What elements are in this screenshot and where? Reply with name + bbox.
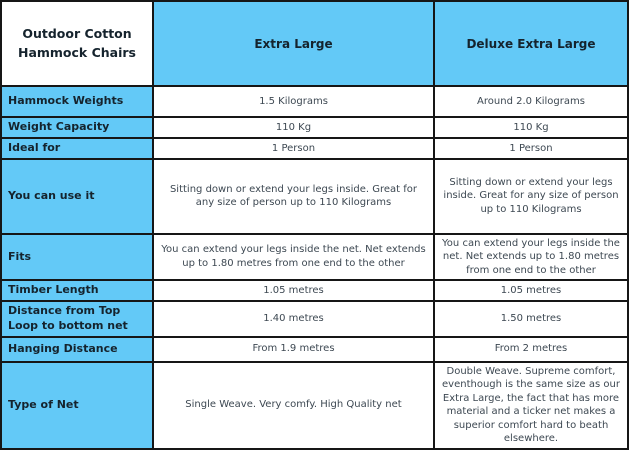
row-label-ideal-for: Ideal for [1,138,153,159]
column-header-deluxe-extra-large: Deluxe Extra Large [434,1,628,86]
row-label-weight-capacity: Weight Capacity [1,117,153,138]
table-row [1,234,628,281]
cell-ideal-for-extra-large: 1 Person [153,138,434,159]
cell-distance-top-loop-extra-large: 1.40 metres [153,301,434,337]
row-label-you-can-use-it: You can use it [1,159,153,234]
cell-ideal-for-deluxe: 1 Person [434,138,628,159]
cell-fits-deluxe: You can extend your legs inside the net. Net extends up to 1.80 metres from one end to the other [434,234,628,281]
cell-you-can-use-it-deluxe: Sitting down or extend your legs inside. Great for any size of person up to 110 Kilograms [434,159,628,234]
cell-type-of-net-extra-large: Single Weave. Very comfy. High Quality net [153,362,434,449]
table-row [1,280,628,301]
cell-type-of-net-deluxe: Double Weave. Supreme comfort, eventhough is the same size as our Extra Large, the fact that has more material and a ticker net makes a superior comfort hard to beath elsewhere. [434,362,628,449]
cell-distance-top-loop-deluxe: 1.50 metres [434,301,628,337]
cell-hammock-weights-deluxe: Around 2.0 Kilograms [434,86,628,117]
cell-fits-extra-large: You can extend your legs inside the net. Net extends up to 1.80 metres from one end to the other [153,234,434,281]
row-label-hammock-weights: Hammock Weights [1,86,153,117]
table-row [1,301,628,337]
table-row [1,138,628,159]
table-title-cell: Outdoor Cotton Hammock Chairs [1,1,153,86]
cell-weight-capacity-extra-large: 110 Kg [153,117,434,138]
cell-timber-length-deluxe: 1.05 metres [434,280,628,301]
cell-you-can-use-it-extra-large: Sitting down or extend your legs inside. Great for any size of person up to 110 Kilograms [153,159,434,234]
column-header-extra-large: Extra Large [153,1,434,86]
row-label-timber-length: Timber Length [1,280,153,301]
table-row [1,362,628,449]
table-row [1,86,628,117]
table-row [1,159,628,234]
table-header-row [1,1,628,86]
row-label-hanging-distance: Hanging Distance [1,337,153,362]
table-row [1,337,628,362]
row-label-fits: Fits [1,234,153,281]
row-label-distance-top-loop: Distance from Top Loop to bottom net [1,301,153,337]
cell-hanging-distance-deluxe: From 2 metres [434,337,628,362]
table-row [1,117,628,138]
cell-hanging-distance-extra-large: From 1.9 metres [153,337,434,362]
row-label-type-of-net: Type of Net [1,362,153,449]
cell-weight-capacity-deluxe: 110 Kg [434,117,628,138]
cell-timber-length-extra-large: 1.05 metres [153,280,434,301]
cell-hammock-weights-extra-large: 1.5 Kilograms [153,86,434,117]
